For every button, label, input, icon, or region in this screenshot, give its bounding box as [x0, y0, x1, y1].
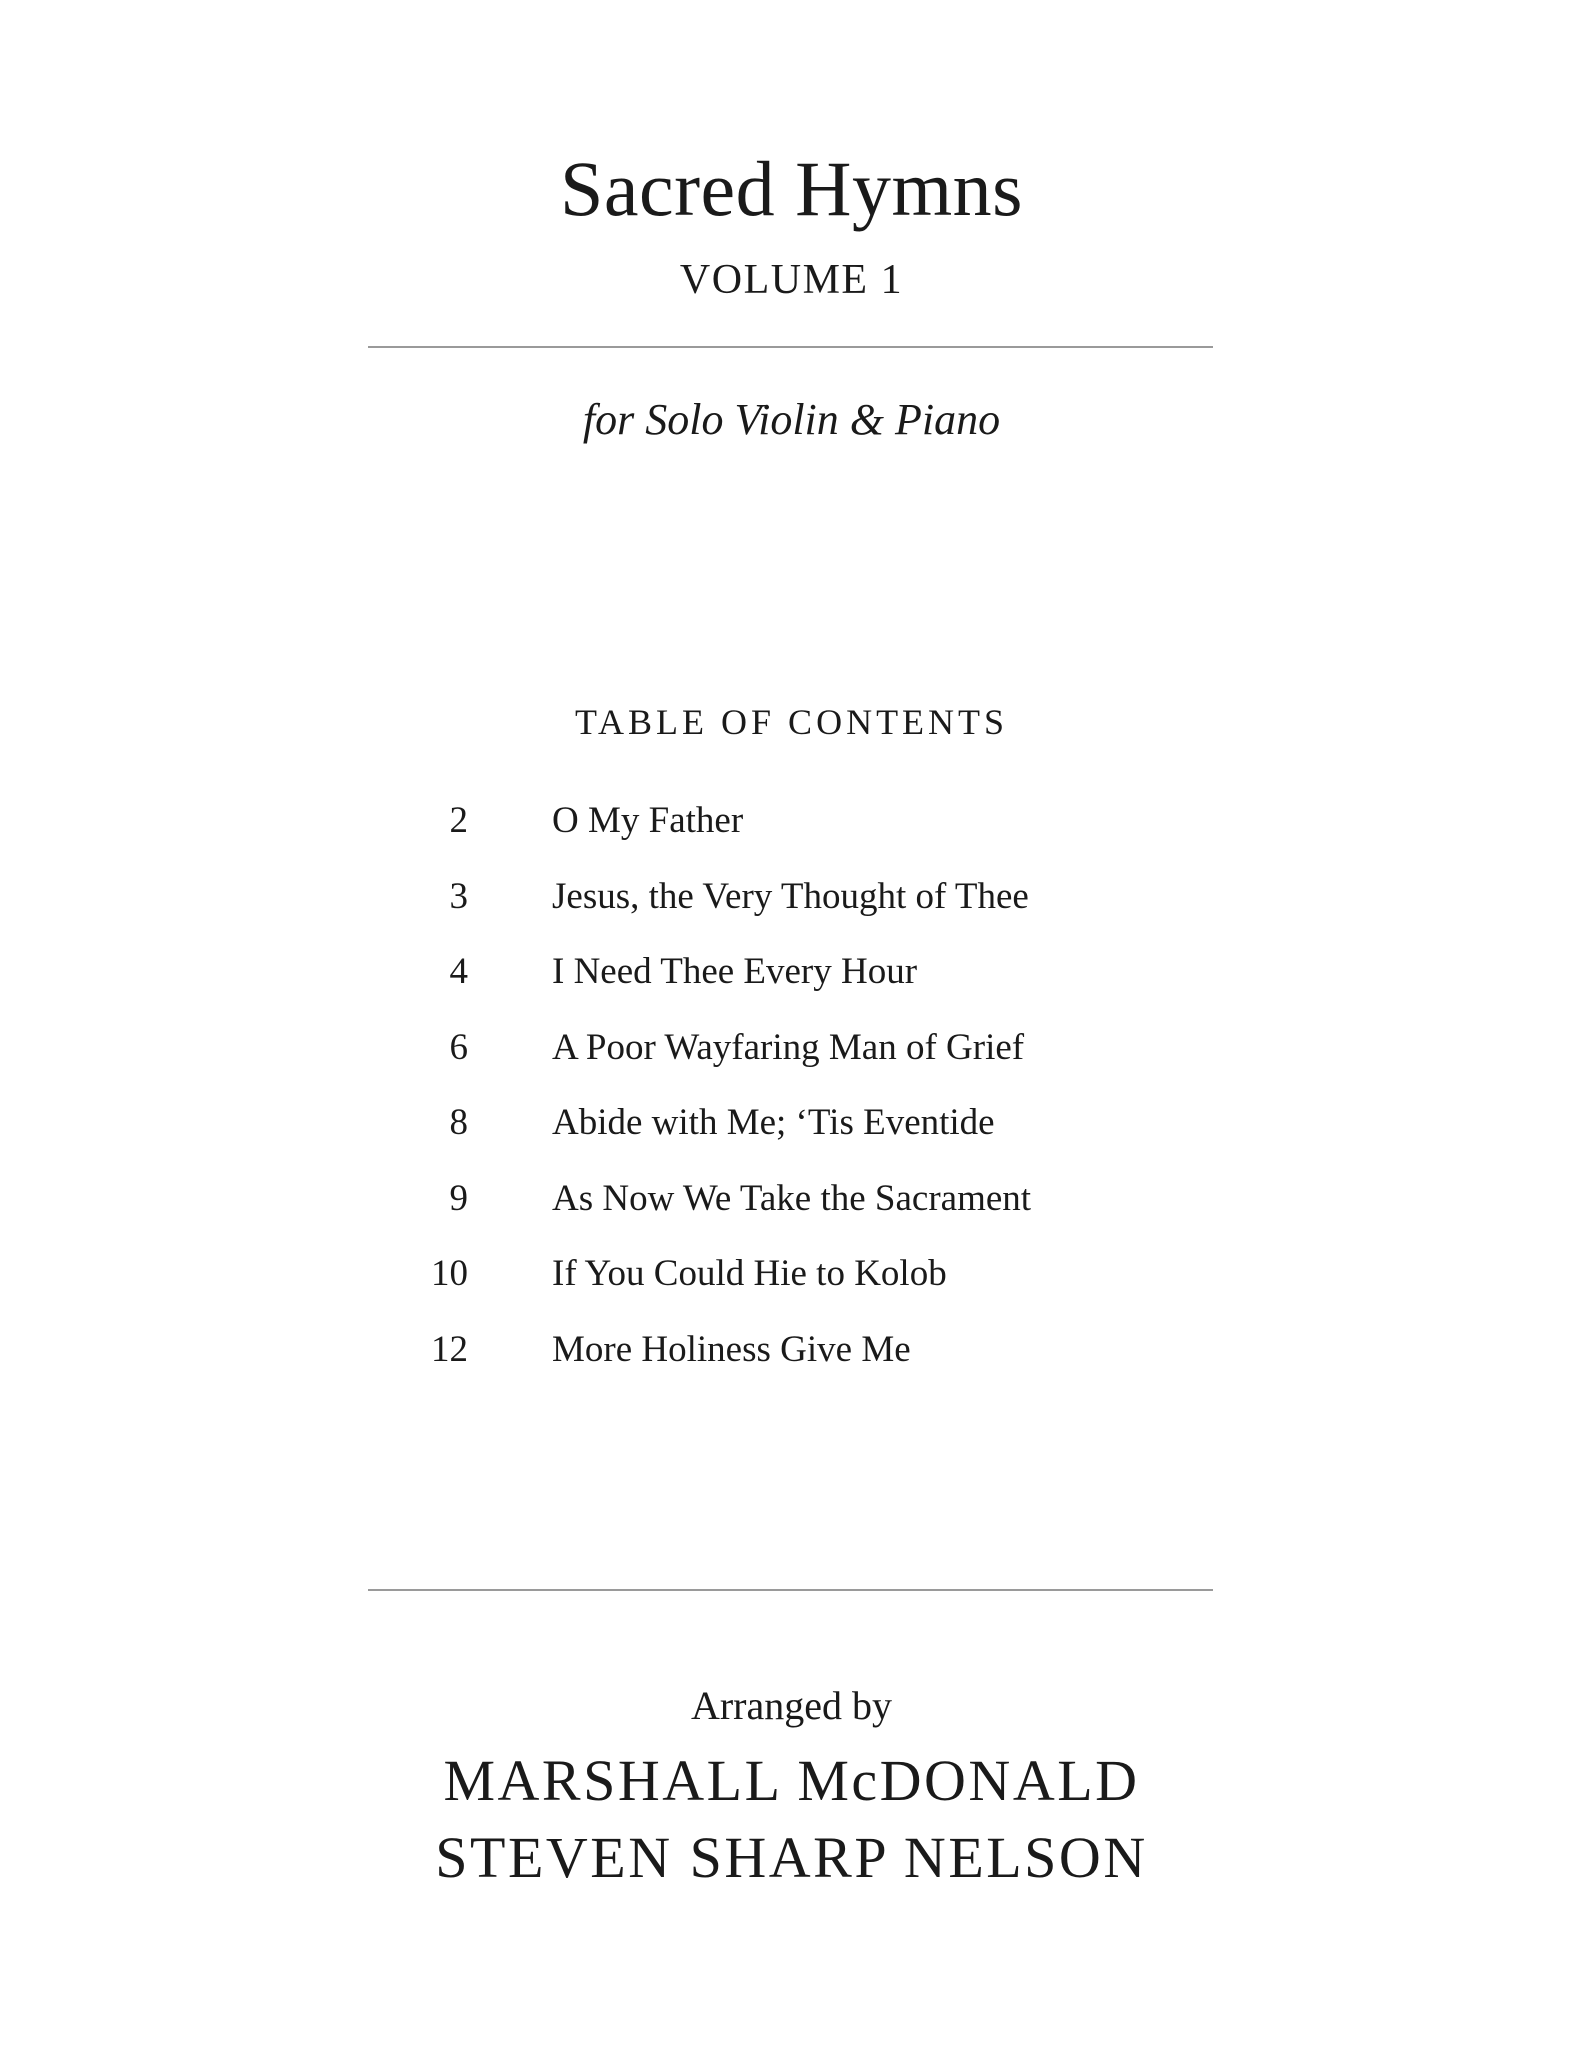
toc-hymn-title: More Holiness Give Me	[552, 1328, 911, 1370]
toc-page-number: 4	[449, 951, 468, 992]
toc-page-number: 9	[449, 1177, 468, 1219]
toc-hymn-title: O My Father	[552, 800, 744, 841]
toc-page-number: 3	[449, 875, 468, 917]
toc-hymn-title: If You Could Hie to Kolob	[552, 1253, 947, 1294]
toc-item	[0, 1104, 1583, 1180]
arranger-name: STEVEN SHARP NELSON	[435, 1825, 1148, 1890]
subtitle: for Solo Violin & Piano	[582, 395, 1001, 444]
toc-page-number: 10	[431, 1253, 468, 1294]
toc-item	[0, 953, 1583, 1029]
toc-hymn-title: Abide with Me; ‘Tis Eventide	[552, 1102, 995, 1143]
arranger-name: MARSHALL McDONALD	[443, 1748, 1140, 1813]
toc-hymn-title: I Need Thee Every Hour	[552, 951, 918, 992]
toc-item	[0, 1177, 1583, 1256]
page-title: Sacred Hymns	[559, 145, 1024, 232]
toc-item	[0, 875, 1583, 954]
toc-heading: TABLE OF CONTENTS	[574, 702, 1009, 742]
toc-item	[0, 802, 1583, 878]
toc-hymn-title: As Now We Take the Sacrament	[552, 1177, 1032, 1219]
toc-page-number: 6	[449, 1026, 468, 1068]
toc-hymn-title: A Poor Wayfaring Man of Grief	[552, 1026, 1025, 1068]
bottom-divider	[368, 1589, 1213, 1591]
toc-list	[0, 802, 1583, 1406]
toc-page-number: 8	[449, 1102, 468, 1143]
toc-item	[0, 1328, 1583, 1407]
toc-hymn-title: Jesus, the Very Thought of Thee	[552, 875, 1029, 917]
toc-item	[0, 1255, 1583, 1331]
top-divider	[368, 346, 1213, 348]
volume-label: VOLUME 1	[679, 257, 904, 303]
toc-page-number: 2	[449, 800, 468, 841]
arranged-by-label: Arranged by	[690, 1683, 893, 1728]
toc-item	[0, 1026, 1583, 1105]
toc-page-number: 12	[431, 1328, 468, 1370]
